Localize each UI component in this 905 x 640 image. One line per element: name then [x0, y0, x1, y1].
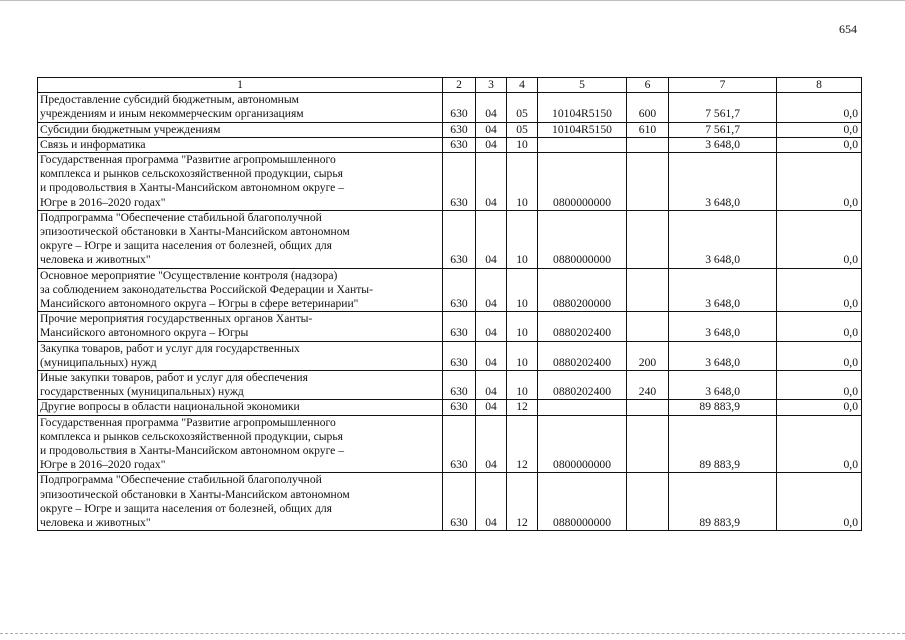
expense-type-code [627, 268, 669, 312]
subsection-code: 10 [507, 153, 538, 211]
ministry-code: 630 [443, 153, 476, 211]
expense-type-code [627, 312, 669, 341]
table-row [38, 137, 862, 152]
expense-type-code: 240 [627, 371, 669, 400]
table-row [38, 312, 862, 341]
scan-top-edge [0, 0, 905, 1]
target-article-code: 10104R5150 [538, 122, 627, 137]
subsection-code: 10 [507, 312, 538, 341]
subsection-code: 10 [507, 137, 538, 152]
subsection-code: 12 [507, 415, 538, 473]
column-header: 5 [538, 78, 627, 93]
item-name: Государственная программа "Развитие агропромышленного комплекса и рынков сельскохозяйственной продукции, сырья и продовольствия в Ханты-Мансийском автономном округе – Югре в 2016–2020 годах" [38, 415, 443, 473]
scan-bottom-edge [0, 633, 905, 634]
subsection-code: 12 [507, 473, 538, 531]
subsection-code: 10 [507, 268, 538, 312]
column-header: 7 [669, 78, 777, 93]
target-article-code [538, 137, 627, 152]
subsection-code: 10 [507, 371, 538, 400]
expense-type-code [627, 415, 669, 473]
expense-type-code: 200 [627, 341, 669, 370]
target-article-code: 0880202400 [538, 371, 627, 400]
amount: 3 648,0 [669, 268, 777, 312]
expense-type-code [627, 473, 669, 531]
item-name: Предоставление субсидий бюджетным, автономным учреждениям и иным некоммерческим организациям [38, 93, 443, 122]
amount: 3 648,0 [669, 312, 777, 341]
section-code: 04 [476, 93, 507, 122]
ministry-code: 630 [443, 93, 476, 122]
expense-type-code: 610 [627, 122, 669, 137]
item-name: Закупка товаров, работ и услуг для государственных (муниципальных) нужд [38, 341, 443, 370]
expense-type-code [627, 153, 669, 211]
ministry-code: 630 [443, 400, 476, 415]
item-name: Подпрограмма "Обеспечение стабильной благополучной эпизоотической обстановки в Ханты-Мансийском автономном округе – Югре и защита населения от болезней, общих для человека и животных" [38, 473, 443, 531]
column-header: 8 [777, 78, 862, 93]
subsection-code: 10 [507, 210, 538, 268]
amount: 3 648,0 [669, 210, 777, 268]
item-name: Субсидии бюджетным учреждениям [38, 122, 443, 137]
item-name: Основное мероприятие "Осуществление контроля (надзора) за соблюдением законодательства Российской Федерации и Ханты- Мансийского автономного округа – Югры в сфере ветеринарии" [38, 268, 443, 312]
amount-secondary: 0,0 [777, 268, 862, 312]
amount-secondary: 0,0 [777, 210, 862, 268]
expense-type-code: 600 [627, 93, 669, 122]
item-name: Связь и информатика [38, 137, 443, 152]
target-article-code: 0880202400 [538, 341, 627, 370]
table-row [38, 210, 862, 268]
column-header: 2 [443, 78, 476, 93]
target-article-code: 0880000000 [538, 473, 627, 531]
amount: 89 883,9 [669, 473, 777, 531]
table-row [38, 400, 862, 415]
ministry-code: 630 [443, 415, 476, 473]
expense-type-code [627, 210, 669, 268]
amount: 3 648,0 [669, 341, 777, 370]
subsection-code: 05 [507, 93, 538, 122]
section-code: 04 [476, 371, 507, 400]
amount: 7 561,7 [669, 93, 777, 122]
budget-table [37, 77, 862, 531]
amount-secondary: 0,0 [777, 473, 862, 531]
table-row [38, 341, 862, 370]
amount-secondary: 0,0 [777, 312, 862, 341]
amount: 89 883,9 [669, 415, 777, 473]
section-code: 04 [476, 473, 507, 531]
target-article-code [538, 400, 627, 415]
subsection-code: 12 [507, 400, 538, 415]
item-name: Государственная программа "Развитие агропромышленного комплекса и рынков сельскохозяйственной продукции, сырья и продовольствия в Ханты-Мансийском автономном округе – Югре в 2016–2020 годах" [38, 153, 443, 211]
table-row [38, 473, 862, 531]
ministry-code: 630 [443, 371, 476, 400]
ministry-code: 630 [443, 137, 476, 152]
target-article-code: 10104R5150 [538, 93, 627, 122]
item-name: Подпрограмма "Обеспечение стабильной благополучной эпизоотической обстановки в Ханты-Мансийском автономном округе – Югре и защита населения от болезней, общих для человека и животных" [38, 210, 443, 268]
section-code: 04 [476, 210, 507, 268]
section-code: 04 [476, 137, 507, 152]
column-header: 6 [627, 78, 669, 93]
amount-secondary: 0,0 [777, 415, 862, 473]
section-code: 04 [476, 415, 507, 473]
amount-secondary: 0,0 [777, 122, 862, 137]
amount: 3 648,0 [669, 371, 777, 400]
ministry-code: 630 [443, 210, 476, 268]
amount-secondary: 0,0 [777, 341, 862, 370]
section-code: 04 [476, 268, 507, 312]
table-row [38, 93, 862, 122]
amount: 3 648,0 [669, 153, 777, 211]
target-article-code: 0880200000 [538, 268, 627, 312]
amount: 7 561,7 [669, 122, 777, 137]
section-code: 04 [476, 153, 507, 211]
ministry-code: 630 [443, 122, 476, 137]
page-number: 654 [839, 22, 857, 36]
target-article-code: 0800000000 [538, 415, 627, 473]
ministry-code: 630 [443, 341, 476, 370]
target-article-code: 0800000000 [538, 153, 627, 211]
subsection-code: 05 [507, 122, 538, 137]
section-code: 04 [476, 312, 507, 341]
amount-secondary: 0,0 [777, 400, 862, 415]
column-header: 4 [507, 78, 538, 93]
table-row [38, 268, 862, 312]
section-code: 04 [476, 341, 507, 370]
ministry-code: 630 [443, 268, 476, 312]
column-header: 3 [476, 78, 507, 93]
amount-secondary: 0,0 [777, 371, 862, 400]
item-name: Другие вопросы в области национальной экономики [38, 400, 443, 415]
section-code: 04 [476, 400, 507, 415]
item-name: Иные закупки товаров, работ и услуг для обеспечения государственных (муниципальных) нужд [38, 371, 443, 400]
item-name: Прочие мероприятия государственных органов Ханты- Мансийского автономного округа – Югры [38, 312, 443, 341]
table-row [38, 153, 862, 211]
expense-type-code [627, 137, 669, 152]
amount-secondary: 0,0 [777, 153, 862, 211]
amount-secondary: 0,0 [777, 137, 862, 152]
ministry-code: 630 [443, 473, 476, 531]
amount: 89 883,9 [669, 400, 777, 415]
target-article-code: 0880202400 [538, 312, 627, 341]
table-row [38, 415, 862, 473]
amount-secondary: 0,0 [777, 93, 862, 122]
table-row [38, 371, 862, 400]
expense-type-code [627, 400, 669, 415]
target-article-code: 0880000000 [538, 210, 627, 268]
table-row [38, 122, 862, 137]
column-number-row [38, 78, 862, 93]
amount: 3 648,0 [669, 137, 777, 152]
section-code: 04 [476, 122, 507, 137]
column-header: 1 [38, 78, 443, 93]
ministry-code: 630 [443, 312, 476, 341]
subsection-code: 10 [507, 341, 538, 370]
